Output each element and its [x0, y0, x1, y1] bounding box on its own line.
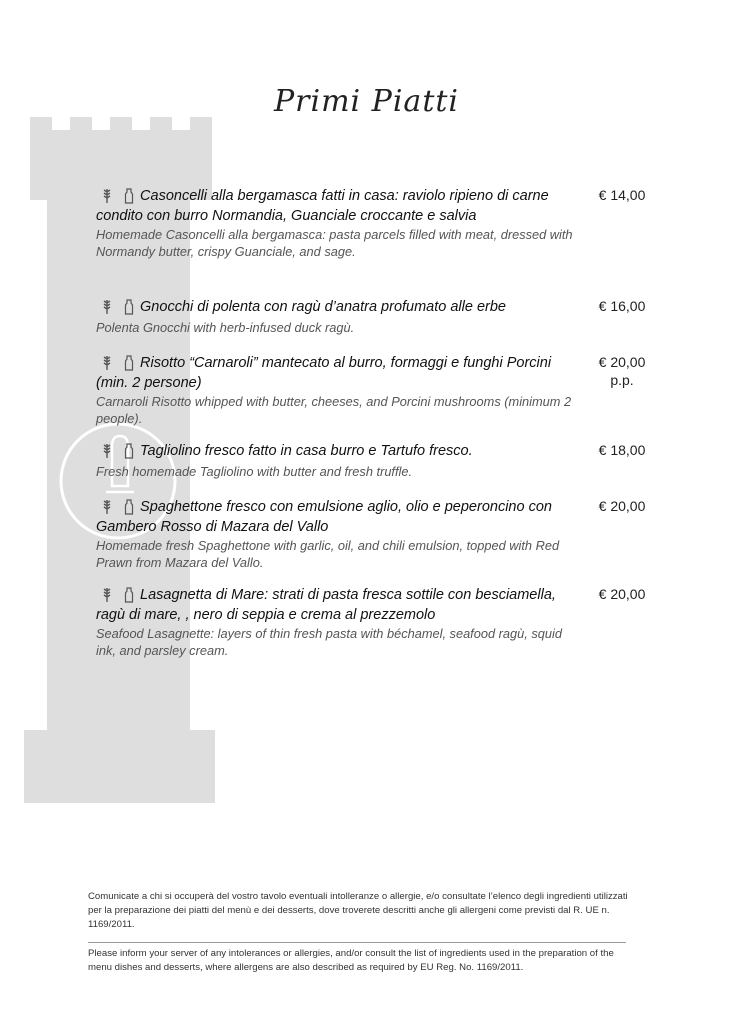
allergen-icons [102, 299, 134, 318]
dish-description: Seafood Lasagnette: layers of thin fresh pasta with béchamel, seafood ragù, squid ink, and parsley cream. [96, 626, 562, 658]
allergen-notice-italian: Comunicate a chi si occuperà del vostro tavolo eventuali intolleranze o allergie, e/o consultate l’elenco degli ingredienti utilizzati per la preparazione dei piatti del menù e dei desserts, dove troverete descritti anche gli allergeni come previsti dal R. UE n. 1169/2011. [88, 891, 628, 930]
allergen-icons [102, 443, 134, 462]
allergen-icons [102, 587, 134, 606]
allergen-icons [102, 355, 134, 374]
dish-price-note: p.p. [610, 372, 634, 388]
milk-bottle-icon [124, 587, 134, 603]
wheat-icon [102, 299, 112, 315]
wheat-icon [102, 355, 112, 371]
dish-description: Fresh homemade Tagliolino with butter and fresh truffle. [96, 464, 413, 479]
dish-name: Gnocchi di polenta con ragù d’anatra profumato alle erbe [140, 299, 506, 315]
wheat-icon [102, 188, 112, 204]
allergen-icons [102, 188, 134, 207]
dish-price: € 14,00 [598, 187, 646, 203]
dish-price: € 16,00 [598, 298, 646, 314]
dish-description: Homemade Casoncelli alla bergamasca: pasta parcels filled with meat, dressed with Normandy butter, crispy Guanciale, and sage. [96, 227, 573, 259]
milk-bottle-icon [124, 443, 134, 459]
milk-bottle-icon [124, 299, 134, 315]
allergen-notice-english: Please inform your server of any intolerances or allergies, and/or consult the list of ingredients used in the preparation of the menu dishes and desserts, where allergens are also described as required by EU Reg. No. 1169/2011. [88, 948, 614, 973]
dish-price: € 18,00 [598, 442, 646, 458]
dish-description: Carnaroli Risotto whipped with butter, cheeses, and Porcini mushrooms (minimum 2 people). [96, 394, 572, 426]
wheat-icon [102, 443, 112, 459]
dish-name: Risotto “Carnaroli” mantecato al burro, formaggi e funghi Porcini (min. 2 persone) [96, 355, 552, 391]
page-title: Primi Piatti [273, 84, 460, 119]
divider [88, 942, 626, 943]
dish-name: Lasagnetta di Mare: strati di pasta fresca sottile con besciamella, ragù di mare, , nero di seppia e crema al prezzemolo [96, 587, 556, 623]
wheat-icon [102, 499, 112, 515]
milk-bottle-icon [124, 355, 134, 371]
dish-price [590, 353, 654, 389]
dish-price-value: € 20,00 [598, 354, 646, 370]
dish-description: Polenta Gnocchi with herb-infused duck ragù. [96, 320, 355, 335]
dish-name: Spaghettone fresco con emulsione aglio, olio e peperoncino con Gambero Rosso di Mazara del Vallo [96, 499, 552, 535]
wheat-icon [102, 587, 112, 603]
allergen-icons [102, 499, 134, 518]
dish-name: Casoncelli alla bergamasca fatti in casa: raviolo ripieno di carne condito con burro Normandia, Guanciale croccante e salvia [96, 188, 549, 224]
dish-description: Homemade fresh Spaghettone with garlic, oil, and chili emulsion, topped with Red Prawn from Mazara del Vallo. [96, 538, 560, 570]
milk-bottle-icon [124, 499, 134, 515]
dish-price: € 20,00 [598, 498, 646, 514]
dish-price: € 20,00 [598, 586, 646, 602]
milk-bottle-icon [124, 188, 134, 204]
dish-name: Tagliolino fresco fatto in casa burro e Tartufo fresco. [140, 443, 473, 459]
